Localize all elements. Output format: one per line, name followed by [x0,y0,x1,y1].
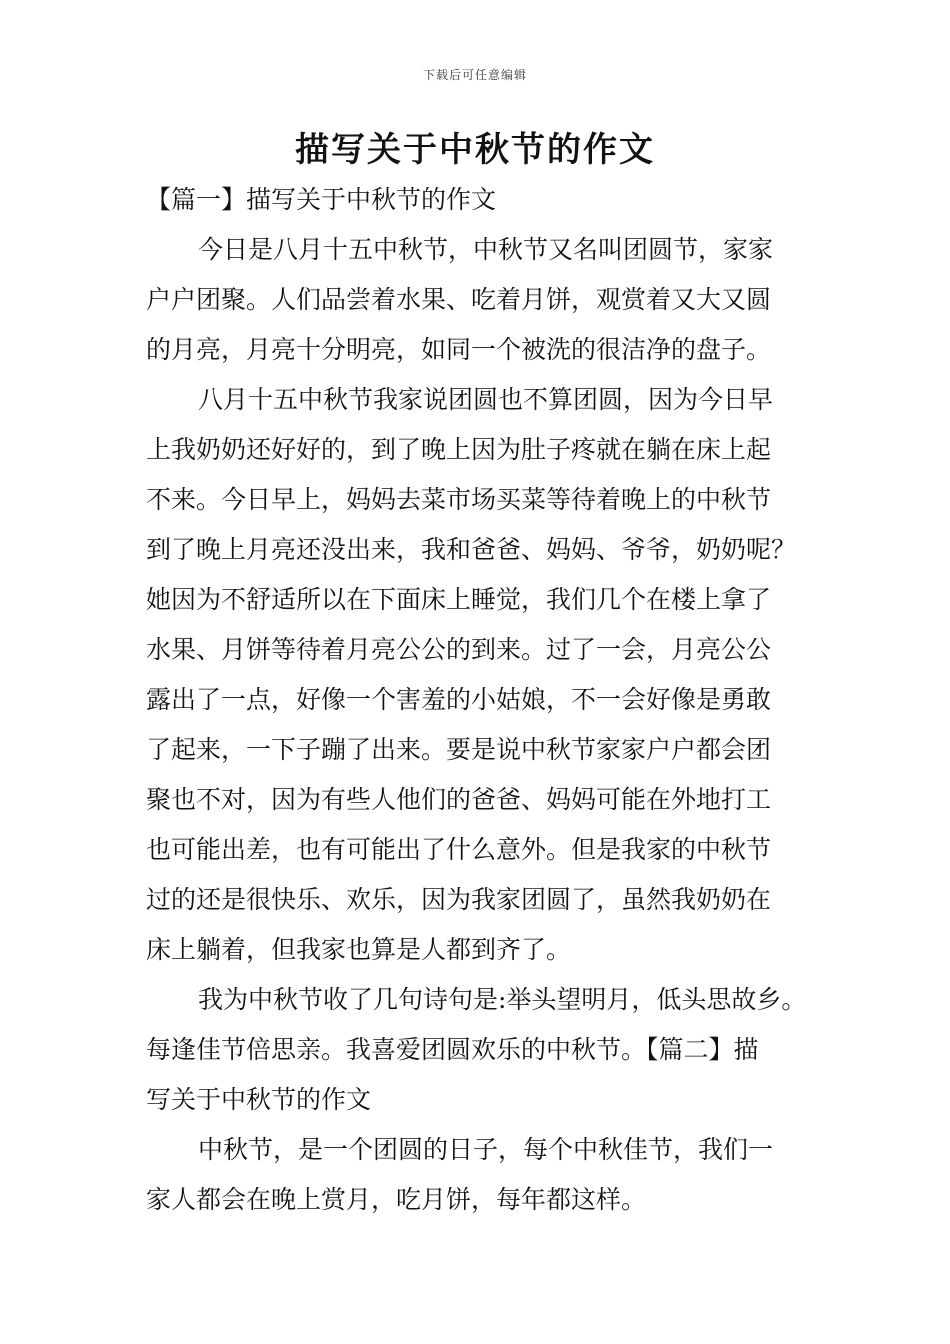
text-line: 水果、月饼等待着月亮公公的到来。过了一会，月亮公公 [146,635,772,664]
header-note: 下载后可任意编辑 [422,68,527,82]
text-line: 的月亮，月亮十分明亮，如同一个被洗的很洁净的盘子。 [146,335,772,364]
paragraph [146,1125,810,1225]
text-line: 今日是八月十五中秋节，中秋节又名叫团圆节，家家 [198,235,774,264]
text-line: 每逢佳节倍思亲。我喜爱团圆欢乐的中秋节。【篇二】描 [146,1035,759,1064]
paragraph [146,375,810,975]
document-body [146,175,810,1225]
section-heading: 【篇一】描写关于中秋节的作文 [146,185,497,214]
text-line: 我为中秋节收了几句诗句是:举头望明月，低头思故乡。 [198,985,807,1014]
document-title: 描写关于中秋节的作文 [295,130,655,170]
text-line: 到了晚上月亮还没出来，我和爸爸、妈妈、爷爷，奶奶呢？ [146,535,797,564]
text-line: 不来。今日早上，妈妈去菜市场买菜等待着晚上的中秋节 [146,485,772,514]
text-line: 八月十五中秋节我家说团圆也不算团圆，因为今日早 [198,385,774,414]
text-line: 中秋节，是一个团圆的日子，每个中秋佳节，我们一 [198,1135,774,1164]
paragraph [146,975,810,1125]
text-line: 也可能出差，也有可能出了什么意外。但是我家的中秋节 [146,835,772,864]
text-line: 家人都会在晚上赏月，吃月饼，每年都这样。 [146,1185,647,1214]
text-line: 她因为不舒适所以在下面床上睡觉，我们几个在楼上拿了 [146,585,772,614]
text-line: 上我奶奶还好好的，到了晚上因为肚子疼就在躺在床上起 [146,435,772,464]
text-line: 了起来，一下子蹦了出来。要是说中秋节家家户户都会团 [146,735,772,764]
text-line: 写关于中秋节的作文 [146,1085,372,1114]
paragraph [146,225,810,375]
text-line: 过的还是很快乐、欢乐，因为我家团圆了，虽然我奶奶在 [146,885,772,914]
text-line: 床上躺着，但我家也算是人都到齐了。 [146,935,572,964]
text-line: 聚也不对，因为有些人他们的爸爸、妈妈可能在外地打工 [146,785,772,814]
text-line: 露出了一点，好像一个害羞的小姑娘，不一会好像是勇敢 [146,685,772,714]
text-line: 户户团聚。人们品尝着水果、吃着月饼，观赏着又大又圆 [146,285,772,314]
